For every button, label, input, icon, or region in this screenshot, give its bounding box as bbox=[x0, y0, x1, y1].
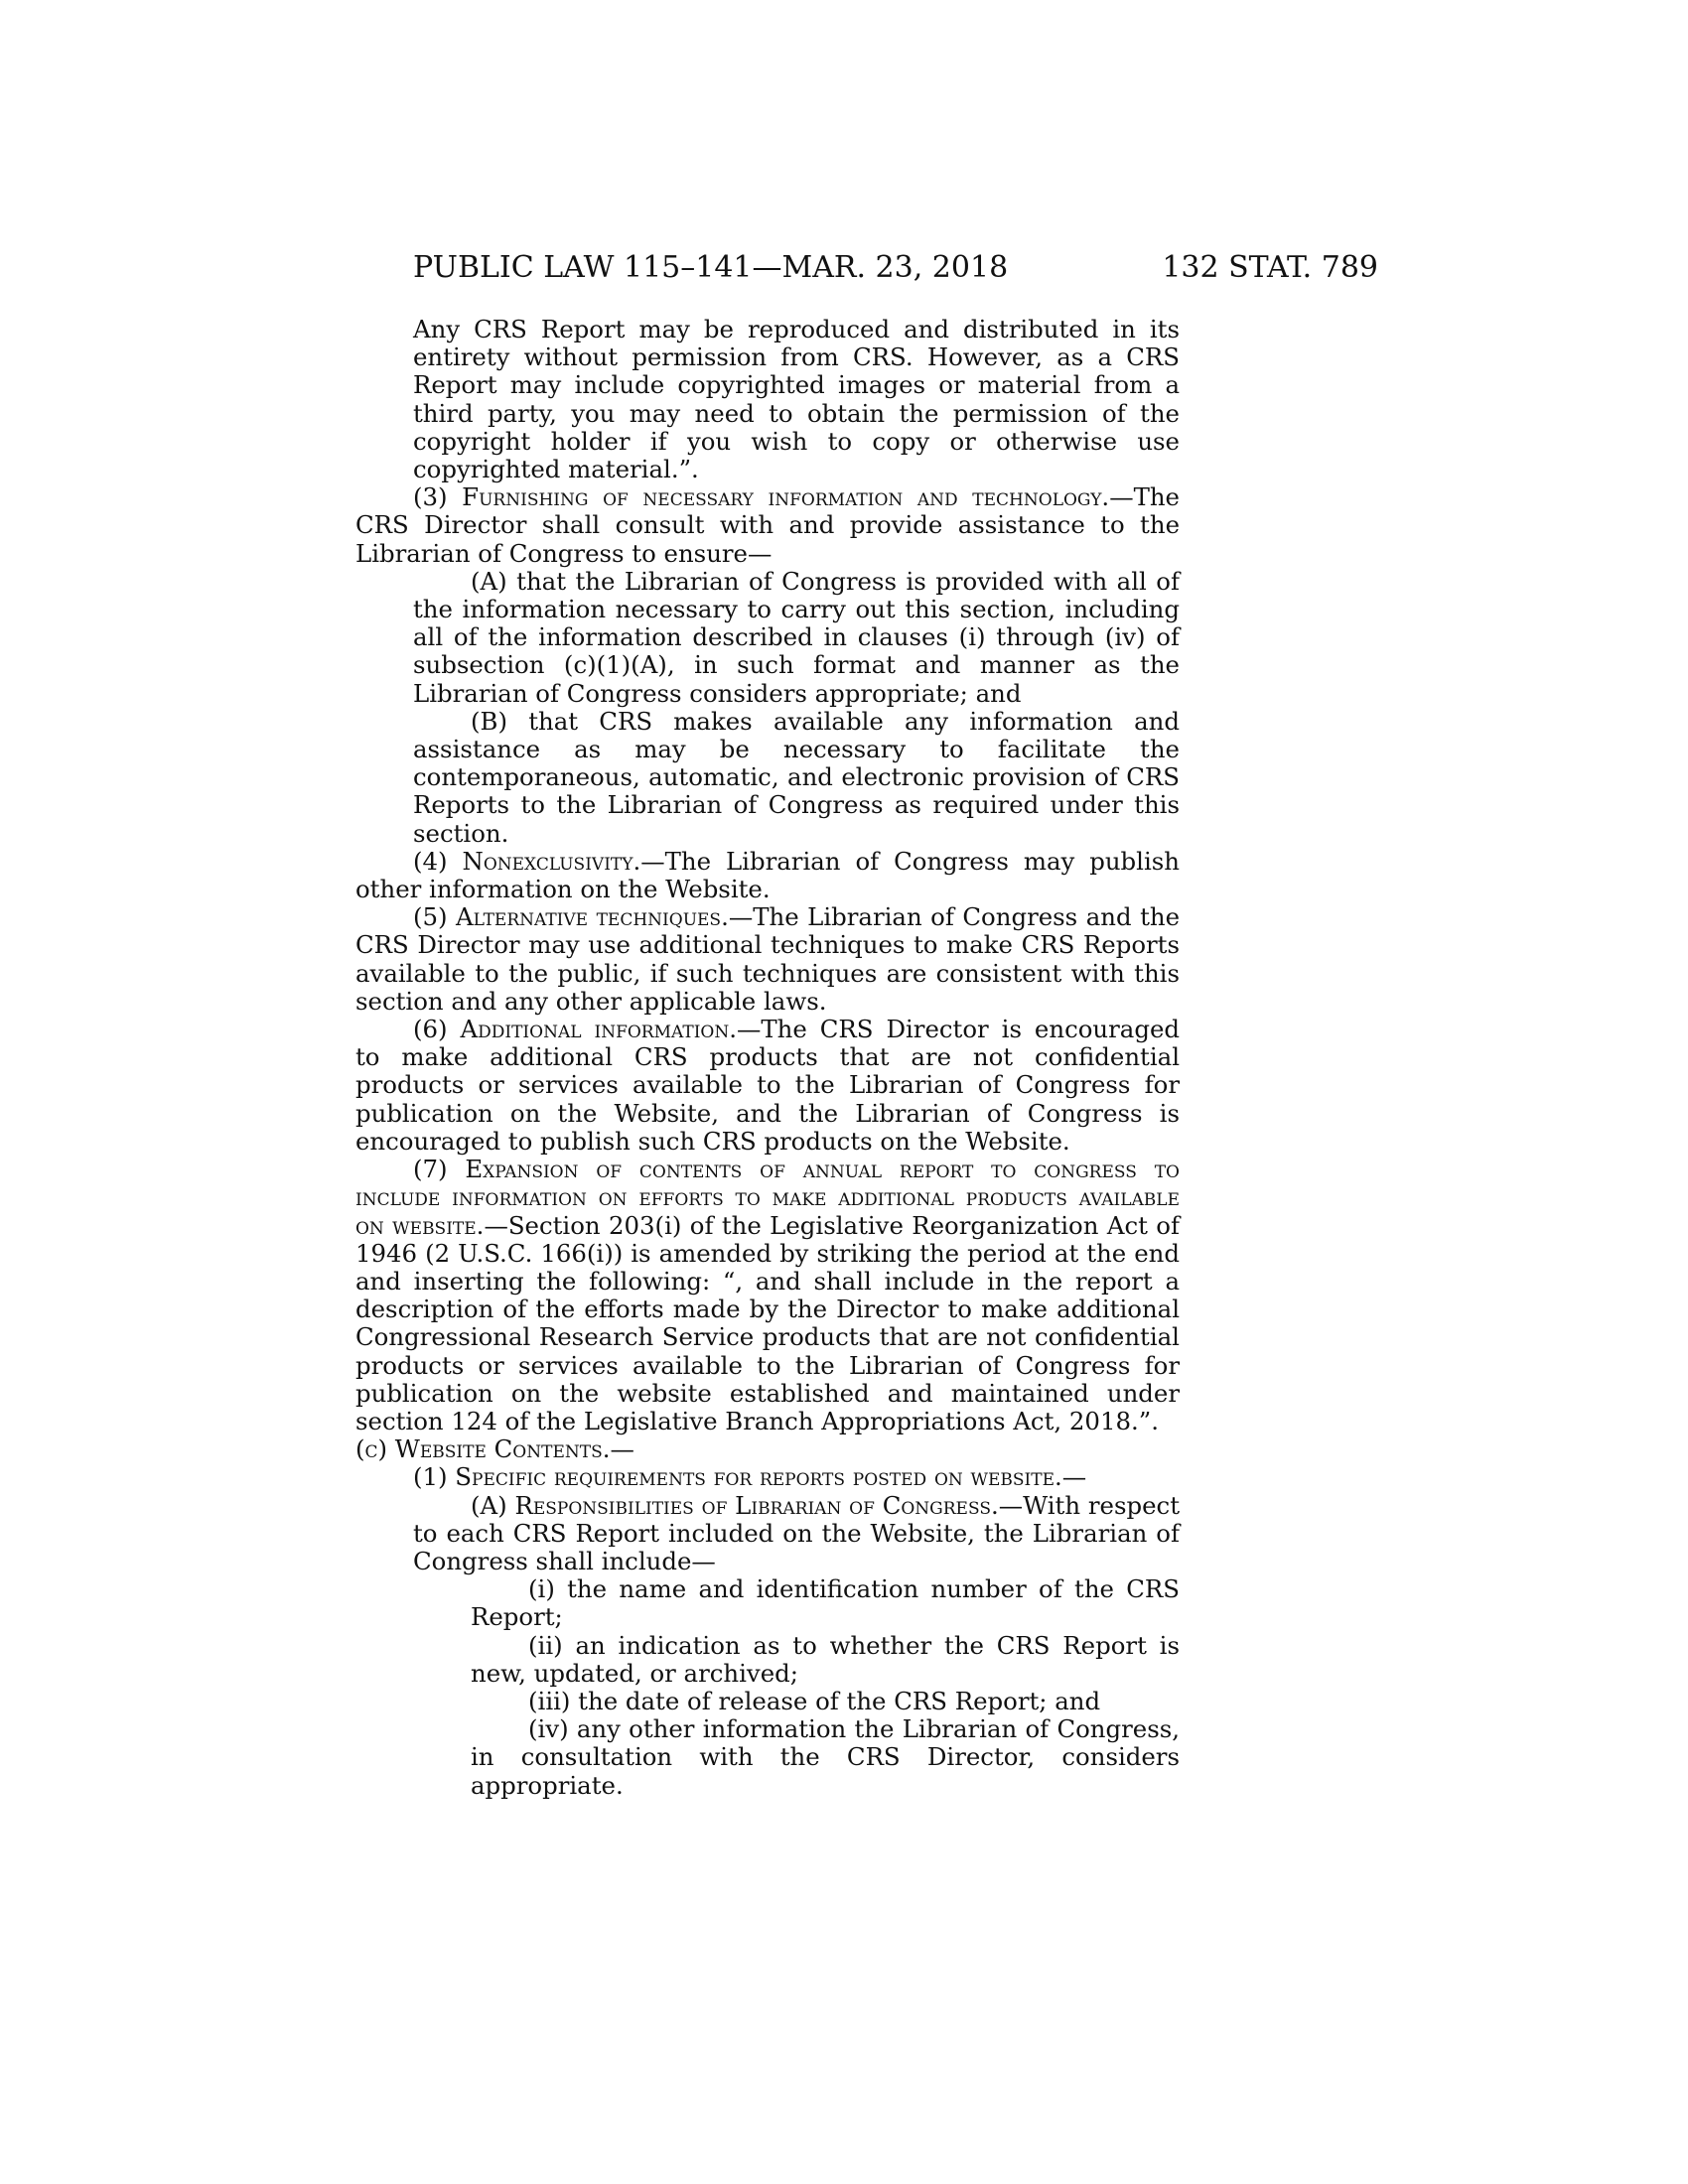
subsection-heading: (c) Website Contents. bbox=[355, 1434, 611, 1464]
clause-c1Aiii: (iii) the date of release of the CRS Report; and bbox=[528, 1686, 1101, 1715]
paragraph-b4: (4) Nonexclusivity.—The Librarian of Congress may publish other information on the Website. bbox=[355, 846, 1180, 904]
paragraph-heading: (1) Specific requirements for reports posted on website. bbox=[413, 1462, 1062, 1492]
document-body bbox=[355, 316, 1180, 1800]
page-citation: 132 STAT. 789 bbox=[1162, 250, 1378, 285]
copyright-notice-paragraph: Any CRS Report may be reproduced and distributed in its entirety without permission from CRS. However, as a CRS Report may include copyrighted images or material from a third party, you may need to obtain the permission of the copyright holder if you wish to copy or otherwise use copyrighted material.”. bbox=[413, 315, 1180, 484]
paragraph-c1: (1) Specific requirements for reports posted on website.— bbox=[413, 1462, 1087, 1492]
subparagraph-b3B: (B) that CRS makes available any information and assistance as may be necessary to facilitate the contemporaneous, automatic, and electronic provision of CRS Reports to the Librarian of Congress as required under this section. bbox=[413, 706, 1180, 848]
subparagraph-c1A: (A) Responsibilities of Librarian of Congress.—With respect to each CRS Report included on the Website, the Librarian of Congress shall include— bbox=[413, 1490, 1180, 1575]
subparagraph-b3A: (A) that the Librarian of Congress is provided with all of the information necessary to carry out this section, including all of the information described in clauses (i) through (iv) of subsection (c)(1)(A), in such format and manner as the Librarian of Congress considers appropriate; and bbox=[413, 566, 1180, 708]
paragraph-b5: (5) Alternative techniques.—The Librarian of Congress and the CRS Director may use additional techniques to make CRS Reports available to the public, if such techniques are consistent with this section and any other applicable laws. bbox=[355, 902, 1181, 1016]
paragraph-b7: (7) Expansion of contents of annual report to congress to include information on efforts to make additional products available on website.—Section 203(i) of the Legislative Reorganization Act of 1946 (2 U.S.C. 166(i)) is amended by striking the period at the end and inserting the following: “, and shall include in the report a description of the efforts made by the Director to make additional Congressional Research Service products that are not confidential products or services available to the Librarian of Congress for publication on the website established and maintained under section 124 of the Legislative Branch Appropriations Act, 2018.”. bbox=[355, 1155, 1180, 1435]
paragraph-heading: (7) Expansion of contents of annual report to congress to include information on efforts to make additional products available on website. bbox=[355, 1155, 1180, 1240]
paragraph-heading: (5) Alternative techniques. bbox=[413, 902, 729, 932]
running-header bbox=[413, 248, 1378, 288]
clause-c1Aii: (ii) an indication as to whether the CRS Report is new, updated, or archived; bbox=[471, 1630, 1180, 1688]
running-header-title: PUBLIC LAW 115–141—MAR. 23, 2018 bbox=[413, 250, 1009, 285]
paragraph-heading: (6) Additional information. bbox=[413, 1015, 737, 1044]
subparagraph-heading: (A) Responsibilities of Librarian of Congress. bbox=[471, 1490, 999, 1520]
subsection-c: (c) Website Contents.— bbox=[355, 1434, 634, 1464]
paragraph-b3: (3) Furnishing of necessary information and technology.—The CRS Director shall consult with and provide assistance to the Librarian of Congress to ensure— bbox=[355, 482, 1180, 568]
clause-c1Ai: (i) the name and identification number of the CRS Report; bbox=[471, 1574, 1180, 1632]
paragraph-b6: (6) Additional information.—The CRS Director is encouraged to make additional CRS products that are not confidential products or services available to the Librarian of Congress for publication on the Website, and the Librarian of Congress is encouraged to publish such CRS products on the Website. bbox=[355, 1015, 1180, 1156]
clause-c1Aiv: (iv) any other information the Librarian of Congress, in consultation with the CRS Director, considers appropriate. bbox=[471, 1714, 1180, 1800]
paragraph-heading: (3) Furnishing of necessary information and technology. bbox=[413, 482, 1110, 512]
paragraph-heading: (4) Nonexclusivity. bbox=[413, 846, 641, 876]
